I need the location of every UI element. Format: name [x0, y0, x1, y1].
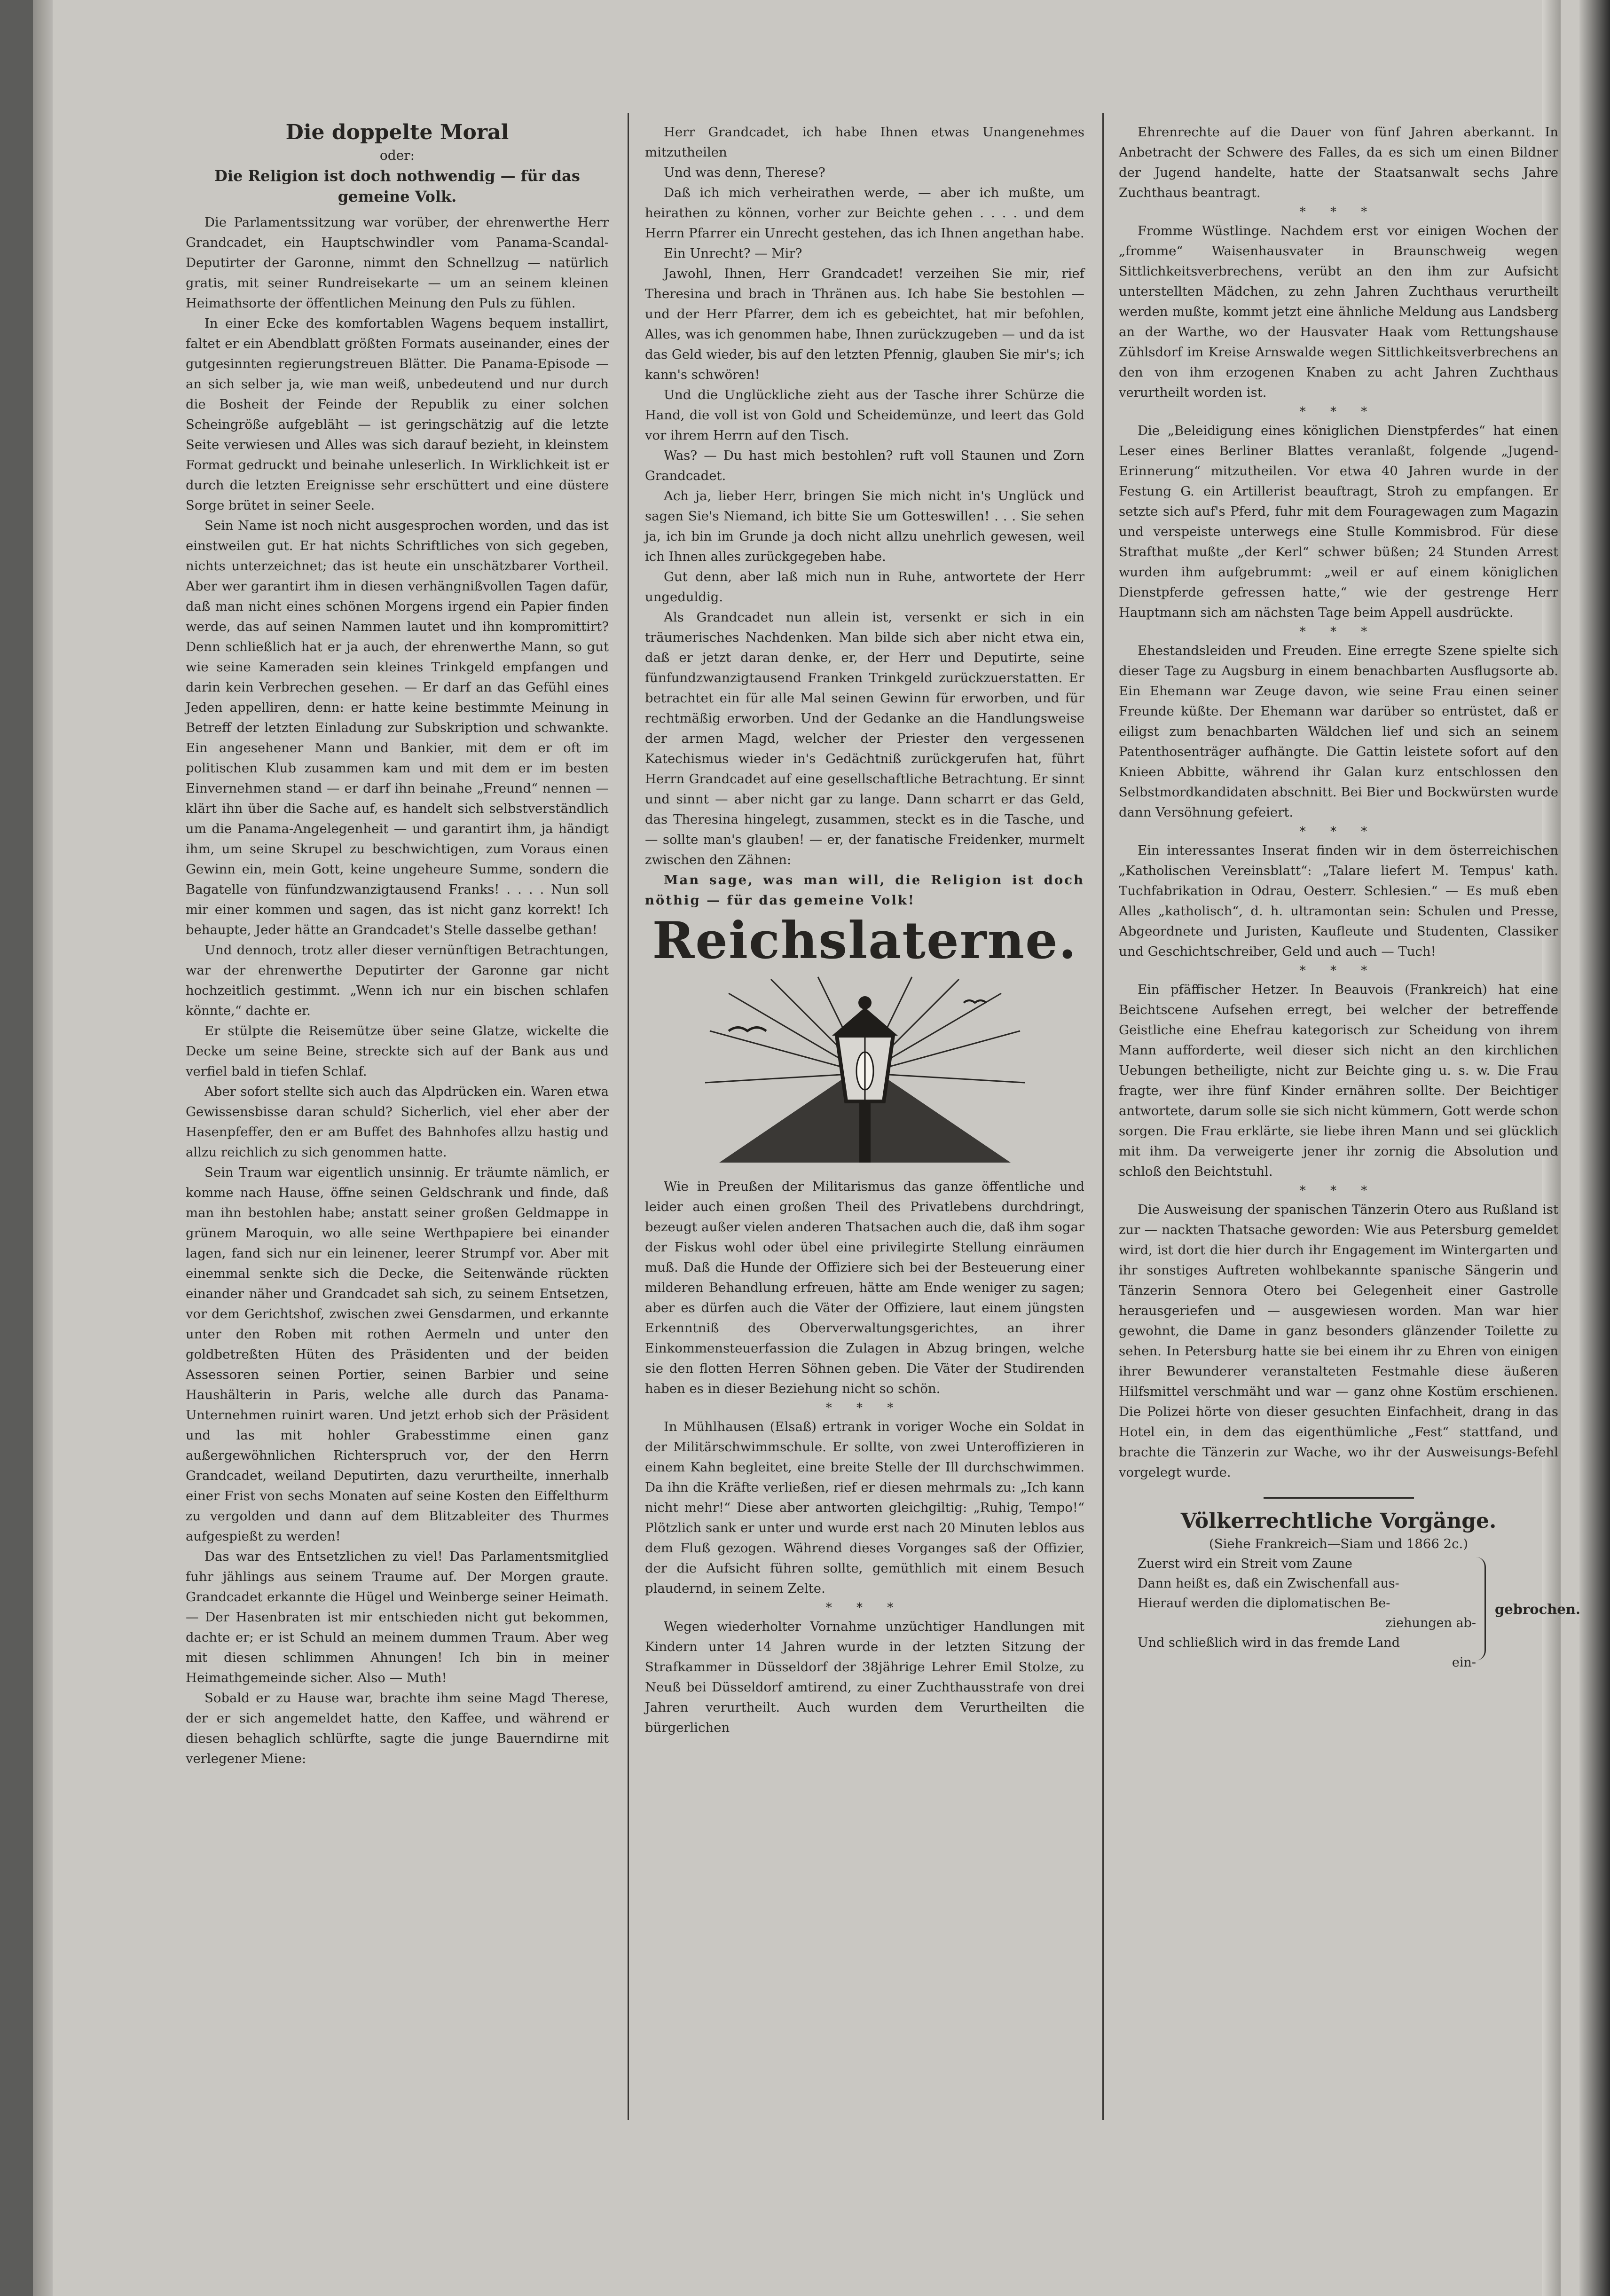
separator-stars: * * *	[825, 1601, 904, 1615]
paragraph: Ein Unrecht? — Mir?	[664, 246, 802, 261]
binding-shadow	[33, 0, 53, 2296]
paragraph: Die „Beleidigung eines königlichen Dienstpferdes“ hat einen Leser eines Berliner Blattes veranlaßt, folgende „Jugend-Erinnerung“ mitzutheilen. Vor etwa 40 Jahren wurde in der Festung G. ein Artillerist beauftragt, Stroh zu empfangen. Er setzte sich auf's Pferd, fuhr mit dem Fouragewagen zum Magazin und verspeiste unterwegs eine Stulle Kommisbrod. Für diese Strafthat mußte „der Kerl“ schwer büßen; 24 Stunden Arrest wurden ihm aufgebrummt: „weil er auf einem königlichen Dienstpferde gefressen hatte,“ wie der gestrenge Herr Hauptmann sich am nächsten Tage beim Appell ausdrückte.	[1119, 423, 1558, 620]
poem-verse	[1138, 1554, 1581, 1673]
article-oder: oder:	[379, 148, 415, 163]
paragraph: Und was denn, Therese?	[664, 165, 825, 180]
paragraph: Was? — Du hast mich bestohlen? ruft voll Staunen und Zorn Grandcadet.	[645, 448, 1084, 483]
separator-stars: * * *	[1299, 405, 1378, 419]
verse-line: Hierauf werden die diplomatischen Be-	[1138, 1596, 1390, 1611]
paragraph: Fromme Wüstlinge. Nachdem erst vor einigen Wochen der „fromme“ Waisenhausvater in Braunschweig wegen Sittlichkeitsverbrechens, verübt an den ihm zur Aufsicht unterstellten Mädchen, zu zehn Jahren Zuchthaus verurtheilt werden mußte, kommt jetzt eine ähnliche Meldung aus Landsberg an der Warthe, wo der Hausvater Haak vom Rettungshause Zühlsdorf im Kreise Arnswalde wegen Sittlichkeitsverbrechens an den von ihm erzogenen Knaben zu acht Jahren Zuchthaus verurtheilt worden ist.	[1119, 223, 1558, 400]
paragraph: Gut denn, aber laß mich nun in Ruhe, antwortete der Herr ungeduldig.	[645, 569, 1084, 605]
paragraph: Und die Unglückliche zieht aus der Tasche ihrer Schürze die Hand, die voll ist von Gold und Scheidemünze, und leert das Gold vor ihrem Herrn auf den Tisch.	[645, 387, 1084, 443]
article-subtitle: Die Religion ist doch nothwendig — für das gemeine Volk.	[214, 167, 580, 205]
closing-line: Man sage, was man will, die Religion ist doch nöthig — für das gemeine Volk!	[645, 873, 1084, 908]
curly-brace-icon	[1476, 1557, 1486, 1660]
paragraph: Herr Grandcadet, ich habe Ihnen etwas Unangenehmes mitzutheilen	[645, 125, 1084, 160]
column-1	[186, 122, 609, 1769]
paragraph: Das war des Entsetzlichen zu viel! Das Parlamentsmitglied fuhr jählings aus seinem Traume auf. Der Morgen graute. Grandcadet erkannte die Hügel und Weinberge seiner Heimath. — Der Hasenbraten ist mir entschieden nicht gut bekommen, dachte er; er ist Schuld an meinem dummen Traum. Aber weg mit diesen schlimmen Ahnungen! Ich bin in meiner Heimathgemeinde sicher. Also — Muth!	[186, 1549, 609, 1685]
paragraph: Ach ja, lieber Herr, bringen Sie mich nicht in's Unglück und sagen Sie's Niemand, ich bitte Sie um Gotteswillen! . . . Sie sehen ja, ich bin im Grunde ja doch nicht allzu unehrlich gewesen, weil ich Ihnen alles zurückgegeben habe.	[645, 488, 1084, 564]
paragraph: Die Parlamentssitzung war vorüber, der ehrenwerthe Herr Grandcadet, ein Hauptschwindler vom Panama-Scandal-Deputirter der Garonne, nimmt den Schnellzug — natürlich gratis, mit seiner Rundreisekarte — um an seinem kleinen Heimathsorte der öffentlichen Meinung den Puls zu fühlen.	[186, 215, 609, 311]
separator-stars: * * *	[1299, 825, 1378, 839]
paragraph: Ein interessantes Inserat finden wir in dem österreichischen „Katholischen Vereinsblatt“: „Talare liefert M. Tempus' kath. Tuchfabrikation in Odrau, Oesterr. Schlesien.“ — Es muß eben Alles „katholisch“, d. h. ultramontan sein: Schulen und Presse, Abgeordnete und Juristen, Kaufleute und Studenten, Classiker und Geschichtschreiber, Geld und auch — Tuch!	[1119, 843, 1558, 959]
paragraph: Er stülpte die Reisemütze über seine Glatze, wickelte die Decke um seine Beine, streckte sich auf der Bank aus und verfiel bald in tiefen Schlaf.	[186, 1023, 609, 1079]
brace-word: gebrochen.	[1495, 1601, 1581, 1617]
verse-line: ein-	[1452, 1655, 1476, 1670]
right-page-edge	[1579, 0, 1610, 2296]
column-rule-1	[628, 113, 629, 2120]
section-divider	[1264, 1497, 1414, 1499]
column-rule-2	[1102, 113, 1104, 2120]
paragraph: Und dennoch, trotz aller dieser vernünftigen Betrachtungen, war der ehrenwerthe Deputirter der Garonne gar nicht hochzeitlich gestimmt. „Wenn ich nur ein bischen schlafen könnte,“ dachte er.	[186, 943, 609, 1018]
column-3	[1119, 122, 1581, 1673]
paragraph: Wie in Preußen der Militarismus das ganze öffentliche und leider auch einen großen Theil des Privatlebens durchdringt, bezeugt außer vielen anderen Thatsachen auch die, daß ihm sogar der Fiskus wohl oder übel eine privilegirte Stellung einräumen muß. Daß die Hunde der Offiziere sich bei der Besteuerung einer milderen Behandlung erfreuen, hätte am Ende weniger zu sagen; aber es dürfen auch die Väter der Offiziere, laut einem jüngsten Erkenntniß des Oberverwaltungsgerichtes, an ihrer Einkommensteuerfassion die Zulagen in Abzug bringen, welche sie den flotten Herren Söhnen geben. Die Väter der Studirenden haben es in dieser Beziehung nicht so schön.	[645, 1179, 1084, 1396]
separator-stars: * * *	[1299, 964, 1378, 978]
column-2	[645, 122, 1084, 1738]
verse-line: Zuerst wird ein Streit vom Zaune	[1138, 1557, 1353, 1571]
separator-stars: * * *	[1299, 625, 1378, 639]
section-title-reichslaterne: Reichslaterne.	[652, 911, 1077, 970]
lantern-illustration-icon	[700, 975, 1029, 1163]
verse-line: ziehungen ab-	[1385, 1616, 1476, 1630]
separator-stars: * * *	[825, 1401, 904, 1415]
article-title: Die doppelte Moral	[285, 120, 509, 144]
separator-stars: * * *	[1299, 205, 1378, 219]
paragraph: Die Ausweisung der spanischen Tänzerin Otero aus Rußland ist zur — nackten Thatsache geworden: Wie aus Petersburg gemeldet wird, ist dort die hier durch ihr Engagement im Wintergarten und ihr sonstiges Auftreten wohlbekannte spanische Sängerin und Tänzerin Sennora Otero bei Gelegenheit einer Gastrolle herausgeriefen und — ausgewiesen worden. Man war hier gewohnt, die Dame in ganz besonders glänzender Toilette zu sehen. In Petersburg hatte sie bei einem ihr zu Ehren von einigen ihrer Bewunderer veranstalteten Festmahle diese äußeren Hilfsmittel verschmäht und war — ganz ohne Kostüm erschienen. Die Polizei hörte von dieser gesuchten Einfachheit, drang in das Hotel ein, in dem das eigenthümliche „Fest“ stattfand, und brachte die Tänzerin zur Wache, wo ihr der Ausweisungs-Befehl vorgelegt wurde.	[1119, 1202, 1558, 1480]
paragraph: In einer Ecke des komfortablen Wagens bequem installirt, faltet er ein Abendblatt größten Formats auseinander, eines der gutgesinnten regierungstreuen Blätter. Die Panama-Episode — an sich selber ja, wie man weiß, unbedeutend und nur durch die Bosheit der Feinde der Republik zu einer solchen Scheingröße aufgebläht — ist geringschätzig auf die letzte Seite verwiesen und Alles was sich darauf bezieht, in kleinstem Format gedruckt und beinahe unleserlich. In Wirklichkeit ist er durch die letzten Ereignisse sehr erschüttert und eine düstere Sorge brütet in seiner Seele.	[186, 316, 609, 513]
verse-line: Dann heißt es, daß ein Zwischenfall aus-	[1138, 1576, 1399, 1591]
paragraph: Wegen wiederholter Vornahme unzüchtiger Handlungen mit Kindern unter 14 Jahren wurde in der letzten Sitzung der Strafkammer in Düsseldorf der 38jährige Lehrer Emil Stolze, zu Neuß bei Düsseldorf amtirend, zu einer Zuchthausstrafe von drei Jahren verurtheilt. Auch wurden dem Verurtheilten die bürgerlichen	[645, 1619, 1084, 1735]
separator-stars: * * *	[1299, 1184, 1378, 1198]
paragraph: Als Grandcadet nun allein ist, versenkt er sich in ein träumerisches Nachdenken. Man bilde sich aber nicht etwa ein, daß er jetzt daran denke, er, der Herr und Deputirte, seine fünfundzwanzigtausend Franken Trinkgeld zurückzuerstatten. Er betrachtet ein für alle Mal seinen Gewinn für erworben, und für rechtmäßig erworben. Und der Gedanke an die Handlungsweise der armen Magd, welcher der Priester den vergessenen Katechismus wieder in's Gedächtniß zurückgerufen hat, führt Herrn Grandcadet auf eine gesellschaftliche Betrachtung. Er sinnt und sinnt — aber nicht gar zu lange. Dann scharrt er das Geld, das Theresina hingelegt, zusammen, steckt es in die Tasche, und — sollte man's glauben! — er, der fanatische Freidenker, murmelt zwischen den Zähnen:	[645, 610, 1084, 867]
paragraph: Sobald er zu Hause war, brachte ihm seine Magd Therese, der er sich angemeldet hatte, den Kaffee, und während er diesen behaglich schlürfte, sagte die junge Bauerndirne mit verlegener Miene:	[186, 1691, 609, 1766]
verse-line: Und schließlich wird in das fremde Land	[1138, 1636, 1400, 1650]
paragraph: In Mühlhausen (Elsaß) ertrank in voriger Woche ein Soldat in der Militärschwimmschule. Er sollte, von zwei Unteroffizieren in einem Kahn begleitet, eine breite Stelle der Ill durchschwimmen. Da ihn die Kräfte verließen, rief er diesen mehrmals zu: „Ich kann nicht mehr!“ Diese aber antworten gleichgiltig: „Ruhig, Tempo!“ Plötzlich sank er unter und wurde erst nach 20 Minuten leblos aus dem Fluß gezogen. Während dieses Vorganges saß der Offizier, der die Aufsicht führen sollte, gemüthlich mit einem Besuch plaudernd, in seinem Zelte.	[645, 1419, 1084, 1596]
paragraph: Ein pfäffischer Hetzer. In Beauvois (Frankreich) hat eine Beichtscene Aufsehen erregt, bei welcher der betreffende Geistliche eine Ehefrau kategorisch zur Scheidung von ihrem Mann aufforderte, weil dieser sich nicht an den kirchlichen Uebungen betheiligte, nicht zur Beichte ging u. s. w. Die Frau fragte, wer ihre fünf Kinder ernähren sollte. Der Beichtiger antwortete, darum solle sie sich nicht kümmern, Gott werde schon sorgen. Die Frau erklärte, sie liebe ihren Mann und sei glücklich mit ihm. Da verweigerte jener ihr zornig die Absolution und schloß den Beichtstuhl.	[1119, 982, 1558, 1179]
poem-subtitle: (Siehe Frankreich—Siam und 1866 2c.)	[1209, 1536, 1468, 1551]
paragraph: Daß ich mich verheirathen werde, — aber ich mußte, um heirathen zu können, vorher zur Beichte gehen . . . . und dem Herrn Pfarrer ein Unrecht gestehen, das ich Ihnen angethan habe.	[645, 185, 1084, 241]
paragraph: Jawohl, Ihnen, Herr Grandcadet! verzeihen Sie mir, rief Theresina und brach in Thränen aus. Ich habe Sie bestohlen — und der Herr Pfarrer, dem ich es gebeichtet, hat mir befohlen, Alles, was ich genommen habe, Ihnen zurückzugeben — und da ist das Geld wieder, bis auf den letzten Pfennig, glauben Sie mir's; ich kann's schwören!	[645, 266, 1084, 382]
poem-title: Völkerrechtliche Vorgänge.	[1180, 1509, 1497, 1533]
paragraph: Ehestandsleiden und Freuden. Eine erregte Szene spielte sich dieser Tage zu Augsburg in einem benachbarten Ausflugsorte ab. Ein Ehemann war Zeuge davon, wie seine Frau einen seiner Freunde küßte. Der Ehemann war darüber so entrüstet, daß er eiligst zum benachbarten Wäldchen lief und sich an seinem Patenthosenträger aufhängte. Die Gattin leistete sofort auf den Knieen Abbitte, während ihr Galan kurz entschlossen den Selbstmordkandidaten abschnitt. Bei Bier und Bockwürsten wurde dann Versöhnung gefeiert.	[1119, 643, 1558, 820]
paragraph: Aber sofort stellte sich auch das Alpdrücken ein. Waren etwa Gewissensbisse daran schuld? Sicherlich, viel eher aber der Hasenpfeffer, den er am Buffet des Bahnhofes allzu hastig und allzu reichlich zu sich genommen hatte.	[186, 1084, 609, 1160]
paragraph: Sein Traum war eigentlich unsinnig. Er träumte nämlich, er komme nach Hause, öffne seinen Geldschrank und finde, daß man ihn bestohlen habe; anstatt seiner großen Geldmappe in grünem Maroquin, wo alle seine Werthpapiere bei einander lagen, fand sich nur ein leinener, leerer Strumpf vor. Aber mit einemmal senkte sich die Decke, die Seitenwände rückten einander näher und Grandcadet sah sich, zu seinem Entsetzen, vor dem Gerichtshof, zwischen zwei Gensdarmen, und erkannte unter den Roben mit rothen Aermeln und unter den goldbetreßten Hüten des Präsidenten und der beiden Assessoren seinen Portier, seinen Barbier und seine Haushälterin in Paris, welche alle durch das Panama-Unternehmen ruinirt waren. Und jetzt erhob sich der Präsident und las mit hohler Grabesstimme einen ganz außergewöhnlichen Richterspruch vor, der den Herrn Grandcadet, weiland Deputirten, dazu verurtheilte, innerhalb einer Frist von sechs Monaten auf seine Kosten den Eiffelthurm zu vergolden und dann auf dem Blitzableiter des Thurmes aufgespießt zu werden!	[186, 1165, 609, 1544]
paragraph: Ehrenrechte auf die Dauer von fünf Jahren aberkannt. In Anbetracht der Schwere des Falles, da es sich um einen Bildner der Jugend handelte, hatte der Staatsanwalt sechs Jahre Zuchthaus beantragt.	[1119, 125, 1558, 200]
paragraph: Sein Name ist noch nicht ausgesprochen worden, und das ist einstweilen gut. Er hat nichts Schriftliches von sich gegeben, nichts unterzeichnet; das ist heute ein unschätzbarer Vortheil. Aber wer garantirt ihm in diesen verhängnißvollen Tagen dafür, daß man nicht eines schönen Morgens irgend ein Papier finden werde, das auf seinen Nammen lautet und ihn kompromittirt? Denn schließlich hat er ja auch, der ehrenwerthe Mann, so gut wie seine Kameraden sein kleines Trinkgeld empfangen und darin kein Verbrechen gesehen. — Er darf an das Gefühl eines Jeden appelliren, denn: er hatte keine bestimmte Meinung in Betreff der letzten Einladung zur Subskription und schwankte. Ein angesehener Mann und Bankier, mit dem er oft im politischen Klub zusammen kam und mit dem er im besten Einvernehmen stand — er darf ihn beinahe „Freund“ nennen — klärt ihn über die Sache auf, es handelt sich selbstverständlich um die Panama-Angelegenheit — und garantirt ihm, ja händigt ihm, um seine Skrupel zu beschwichtigen, zum Voraus einen Gewinn ein, mein Gott, keine ungeheure Summe, sondern die Bagatelle von fünfundzwanzigtausend Franks! . . . . Nun soll mir einer kommen und sagen, das ist nicht ganz korrekt! Ich behaupte, Jeder hätte an Grandcadet's Stelle dasselbe gethan!	[186, 518, 609, 937]
